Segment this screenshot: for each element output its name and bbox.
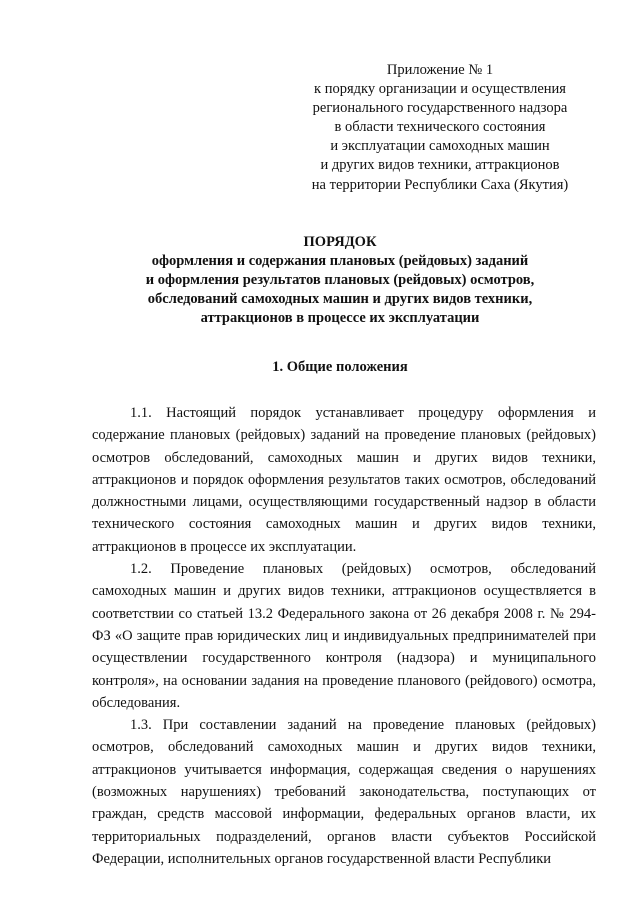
paragraph-1-2: 1.2. Проведение плановых (рейдовых) осмотров, обследований самоходных машин и других видов техники, аттракционов осуществляется в соответствии со статьей 13.2 Федерального закона от 26 декабря 2008 г. № 294-ФЗ «О защите прав юридических лиц и индивидуальных предпринимателей при осуществлении государственного контроля (надзора) и муниципального контроля», на основании задания на проведение планового (рейдового) осмотра, обследования. [92,561,596,711]
appendix-header [290,61,590,195]
document-title [80,233,600,328]
title-line: оформления и содержания плановых (рейдовых) заданий [151,253,529,270]
title-line: обследований самоходных машин и других видов техники, [147,291,533,308]
paragraph-1-3: 1.3. При составлении заданий на проведение плановых (рейдовых) осмотров, обследований самоходных машин и других видов техники, аттракционов учитывается информация, содержащая сведения о нарушениях (возможных нарушениях) требований законодательства, поступающих от граждан, средств массовой информации, федеральных органов власти, их территориальных подразделений, органов власти субъектов Российской Федерации, исполнительных органов государственной власти Республики [92,717,596,867]
paragraph-1-1: 1.1. Настоящий порядок устанавливает процедуру оформления и содержание плановых (рейдовых) заданий на проведение плановых (рейдовых) осмотров обследований, самоходных машин и других видов техники, аттракционов и порядок оформления результатов таких осмотров, обследований должностными лицами, осуществляющими государственный надзор в области технического состояния самоходных машин и других видов техники, аттракционов в процессе их эксплуатации. [92,405,596,555]
appendix-line: и эксплуатации самоходных машин [330,138,550,155]
appendix-line: и других видов техники, аттракционов [320,157,560,174]
appendix-line: к порядку организации и осуществления [314,81,566,98]
appendix-line: регионального государственного надзора [312,100,568,117]
title-line: аттракционов в процессе их эксплуатации [200,310,480,327]
title-line: ПОРЯДОК [303,234,377,250]
appendix-line: на территории Республики Саха (Якутия) [311,176,569,193]
section-heading: 1. Общие положения [272,359,408,375]
document-body [92,402,596,870]
appendix-line: Приложение № 1 [386,62,494,78]
appendix-line: в области технического состояния [334,119,546,136]
title-line: и оформления результатов плановых (рейдовых) осмотров, [145,272,535,289]
